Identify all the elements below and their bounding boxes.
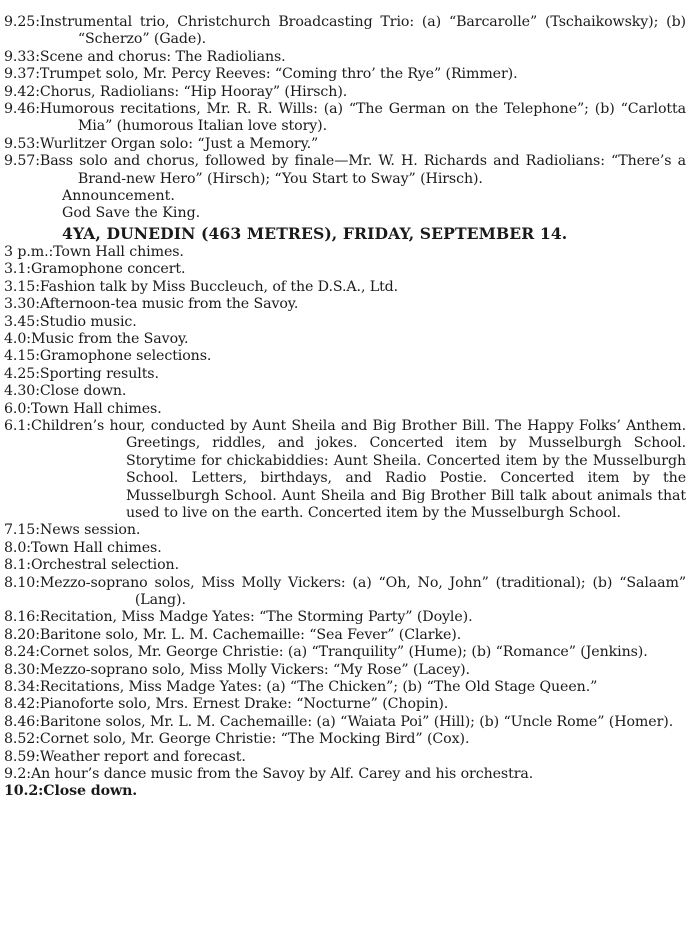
entry-text: Weather report and forecast. bbox=[39, 748, 246, 765]
programme-entry bbox=[4, 783, 686, 800]
entry-time: 9.37: bbox=[4, 66, 40, 83]
programme-entry bbox=[4, 383, 686, 400]
programme-entry bbox=[4, 153, 686, 188]
station-heading: 4YA, DUNEDIN (463 METRES), FRIDAY, SEPTEMBER 14. bbox=[62, 223, 568, 243]
entry-time: 3.30: bbox=[4, 296, 40, 313]
entry-text: Music from the Savoy. bbox=[30, 330, 189, 347]
programme-entry bbox=[4, 84, 686, 101]
programme-entry bbox=[4, 296, 686, 313]
entry-time: 8.20: bbox=[4, 626, 40, 643]
programme-entry bbox=[4, 14, 686, 49]
entry-time: 8.10: bbox=[4, 574, 40, 591]
entry-text: Town Hall chimes. bbox=[30, 400, 162, 417]
entry-text: Humorous recitations, Mr. R. R. Wills: (a) “The German on the Telephone”; (b) “Carlotta Mia” (humorous Italian love story). bbox=[39, 101, 686, 135]
entry-text: Town Hall chimes. bbox=[30, 539, 162, 556]
entry-text: Sporting results. bbox=[39, 365, 159, 382]
dunedin-programme-section bbox=[4, 244, 686, 801]
programme-entry bbox=[4, 279, 686, 296]
entry-text: Fashion talk by Miss Buccleuch, of the D.S.A., Ltd. bbox=[39, 278, 399, 295]
programme-entry bbox=[4, 714, 686, 731]
programme-entry bbox=[4, 348, 686, 365]
entry-text: Baritone solo, Mr. L. M. Cachemaille: “Sea Fever” (Clarke). bbox=[39, 626, 462, 643]
entry-text: Cornet solo, Mr. George Christie: “The Mocking Bird” (Cox). bbox=[39, 731, 470, 748]
previous-programme-section bbox=[4, 14, 686, 223]
entry-time: 9.57: bbox=[4, 153, 40, 170]
entry-time: 4.25: bbox=[4, 365, 40, 382]
entry-text: Gramophone selections. bbox=[39, 348, 212, 365]
entry-text: Town Hall chimes. bbox=[53, 243, 184, 260]
entry-time: 6.0: bbox=[4, 400, 31, 417]
entry-text: Recitations, Miss Madge Yates: (a) “The Chicken”; (b) “The Old Stage Queen.” bbox=[39, 679, 598, 696]
programme-entry bbox=[4, 66, 686, 83]
entry-time: 8.30: bbox=[4, 661, 40, 678]
entry-time: 8.24: bbox=[4, 644, 40, 661]
entry-time: 8.59: bbox=[4, 748, 40, 765]
entry-time: 9.46: bbox=[4, 101, 40, 118]
entry-text: Mezzo-soprano solos, Miss Molly Vickers: (a) “Oh, No, John” (traditional); (b) “Salaam” (Lang). bbox=[39, 574, 686, 608]
programme-entry bbox=[4, 101, 686, 136]
entry-time: 4.15: bbox=[4, 348, 40, 365]
entry-text: Afternoon-tea music from the Savoy. bbox=[39, 296, 299, 313]
programme-entry bbox=[4, 540, 686, 557]
programme-entry bbox=[4, 522, 686, 539]
programme-entry bbox=[4, 766, 686, 783]
programme-entry bbox=[4, 401, 686, 418]
entry-text: Wurlitzer Organ solo: “Just a Memory.” bbox=[39, 135, 319, 152]
entry-time: 9.2: bbox=[4, 766, 31, 783]
entry-time: 4.0: bbox=[4, 330, 31, 347]
programme-entry bbox=[4, 679, 686, 696]
programme-entry bbox=[4, 331, 686, 348]
entry-text: Cornet solos, Mr. George Christie: (a) “Tranquility” (Hume); (b) “Romance” (Jenkins). bbox=[39, 644, 648, 661]
entry-text: Orchestral selection. bbox=[30, 557, 179, 574]
programme-entry bbox=[4, 644, 686, 661]
entry-time: 3.45: bbox=[4, 313, 40, 330]
entry-text: Scene and chorus: The Radiolians. bbox=[39, 48, 286, 65]
entry-text: News session. bbox=[39, 522, 141, 539]
entry-text: Recitation, Miss Madge Yates: “The Storming Party” (Doyle). bbox=[39, 609, 473, 626]
programme-entry bbox=[4, 749, 686, 766]
entry-text: Bass solo and chorus, followed by finale—Mr. W. H. Richards and Radiolians: “There’s a Brand-new Hero” (Hirsch); “You Start to Sway” (Hirsch). bbox=[39, 153, 686, 187]
entry-time: 9.25: bbox=[4, 14, 40, 30]
entry-text: Mezzo-soprano solo, Miss Molly Vickers: “My Rose” (Lacey). bbox=[39, 661, 470, 678]
entry-text: Pianoforte solo, Mrs. Ernest Drake: “Nocturne” (Chopin). bbox=[39, 696, 449, 713]
entry-time: 8.0: bbox=[4, 539, 31, 556]
entry-time: 10.2: bbox=[4, 783, 44, 800]
programme-entry bbox=[4, 696, 686, 713]
entry-text: Chorus, Radiolians: “Hip Hooray” (Hirsch). bbox=[39, 83, 348, 100]
entry-time: 3.1: bbox=[4, 261, 31, 278]
entry-text: Close down. bbox=[43, 783, 138, 800]
entry-time: 3.15: bbox=[4, 278, 40, 295]
programme-entry bbox=[4, 418, 686, 522]
programme-entry bbox=[4, 49, 686, 66]
entry-time: 9.53: bbox=[4, 135, 40, 152]
entry-time: 9.42: bbox=[4, 83, 40, 100]
programme-entry bbox=[4, 557, 686, 574]
programme-entry bbox=[4, 662, 686, 679]
announcement-line: Announcement. bbox=[62, 188, 175, 205]
entry-time: 8.52: bbox=[4, 731, 40, 748]
entry-time: 8.42: bbox=[4, 696, 40, 713]
programme-entry bbox=[4, 731, 686, 748]
entry-time: 3 p.m.: bbox=[4, 243, 54, 260]
entry-time: 8.34: bbox=[4, 679, 40, 696]
entry-text: Trumpet solo, Mr. Percy Reeves: “Coming thro’ the Rye” (Rimmer). bbox=[39, 66, 518, 83]
entry-time: 8.1: bbox=[4, 557, 31, 574]
programme-entry bbox=[4, 136, 686, 153]
entry-time: 8.46: bbox=[4, 713, 40, 730]
entry-text: Instrumental trio, Christchurch Broadcasting Trio: (a) “Barcarolle” (Tschaikowsky); (b) “Scherzo” (Gade). bbox=[39, 14, 686, 48]
entry-text: Close down. bbox=[39, 383, 127, 400]
entry-text: Gramophone concert. bbox=[30, 261, 186, 278]
entry-text: Children’s hour, conducted by Aunt Sheila and Big Brother Bill. The Happy Folks’ Anthem. Greetings, riddles, and jokes. Concerted item by Musselburgh School. Storytime for chickabiddies: Aunt Sheila. Concerted item by the Musselburgh School. Letters, birthdays, and Radio Postie. Concerted item by the Musselburgh School. Aunt Sheila and Big Brother Bill talk about animals that used to live on the earth. Concerted item by the Musselburgh School. bbox=[30, 417, 686, 521]
programme-entry bbox=[4, 261, 686, 278]
programme-entry bbox=[4, 244, 686, 261]
entry-text: Baritone solos, Mr. L. M. Cachemaille: (a) “Waiata Poi” (Hill); (b) “Uncle Rome” (Homer). bbox=[39, 713, 674, 730]
anthem-line: God Save the King. bbox=[62, 205, 201, 222]
programme-entry bbox=[4, 627, 686, 644]
programme-entry bbox=[4, 366, 686, 383]
entry-text: Studio music. bbox=[39, 313, 137, 330]
programme-entry bbox=[4, 609, 686, 626]
entry-time: 4.30: bbox=[4, 383, 40, 400]
entry-time: 8.16: bbox=[4, 609, 40, 626]
entry-time: 9.33: bbox=[4, 48, 40, 65]
entry-time: 7.15: bbox=[4, 522, 40, 539]
entry-text: An hour’s dance music from the Savoy by Alf. Carey and his orchestra. bbox=[30, 766, 534, 783]
programme-entry bbox=[4, 314, 686, 331]
programme-entry bbox=[4, 575, 686, 610]
entry-time: 6.1: bbox=[4, 417, 31, 434]
